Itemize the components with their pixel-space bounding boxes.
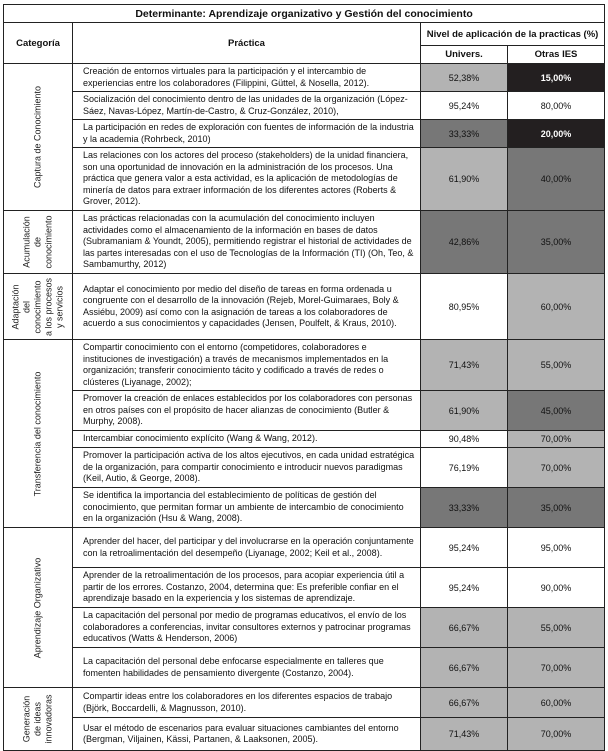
practice-cell: Usar el método de escenarios para evaluar situaciones cambiantes del entorno (Bergman, Viljainen, Kässi, Partanen, & Laaksonen, 2005). (73, 718, 421, 751)
practice-cell: Compartir ideas entre los colaboradores en los diferentes espacios de trabajo (Björk, Boccardelli, & Magnusson, 2010). (73, 688, 421, 718)
otras-value-cell: 70,00% (508, 718, 605, 751)
otras-value-cell: 70,00% (508, 448, 605, 488)
otras-value-cell: 80,00% (508, 92, 605, 120)
practice-cell: La capacitación del personal por medio de programas educativos, el envío de los colaboradores a conferencias, invitar consultores externos y patrocinar programas educativos (Watts & Henderson, 2006) (73, 608, 421, 648)
table-row (4, 211, 605, 274)
category-label-line: del (21, 300, 32, 313)
univ-value-cell: 33,33% (421, 120, 508, 148)
otras-value-cell: 95,00% (508, 528, 605, 568)
category-label (33, 86, 44, 188)
practice-cell: Socialización del conocimiento dentro de las unidades de la organización (López-Sáez, Navas-López, Martín-de-Castro, & Cruz-González, 2010), (73, 92, 421, 120)
univ-value-cell: 95,24% (421, 568, 508, 608)
otras-value-cell: 90,00% (508, 568, 605, 608)
univ-value-cell: 66,67% (421, 608, 508, 648)
category-label-line: Aprendizaje Organizativo (32, 557, 43, 658)
univ-value-cell: 76,19% (421, 448, 508, 488)
univ-value-cell: 61,90% (421, 391, 508, 431)
univ-value-cell: 33,33% (421, 488, 508, 528)
category-label (33, 371, 44, 496)
otras-value-cell: 55,00% (508, 608, 605, 648)
category-label (22, 694, 55, 743)
practice-cell: Se identifica la importancia del establecimiento de políticas de gestión del conocimiento, que permitan formar un ambiente de intercambio de conocimiento en la organización (Hsu & Wang, 2008). (73, 488, 421, 528)
category-label (33, 557, 44, 658)
otras-value-cell: 60,00% (508, 688, 605, 718)
category-label-line: Adaptación (10, 283, 21, 330)
table-row (4, 488, 605, 528)
practice-cell: La capacitación del personal debe enfocarse especialmente en talleres que fomenten habilidades de pensamiento divergente (Costanzo, 2004). (73, 648, 421, 688)
category-cell (4, 64, 73, 211)
practice-cell: Creación de entornos virtuales para la participación y el intercambio de experiencias entre los colaboradores (Filippini, Güttel, & Nosella, 2012). (73, 64, 421, 92)
univ-value-cell: 95,24% (421, 528, 508, 568)
univ-value-cell: 90,48% (421, 431, 508, 448)
table-row (4, 120, 605, 148)
category-label-line: conocimiento (32, 279, 43, 334)
practice-cell: Adaptar el conocimiento por medio del diseño de tareas en forma ordenada u congruente con el desarrollo de la innovación (Rejeb, Morel-Guimaraes, Boly & Assiébu, 2009) así como con la asignación de tareas a los colaboradores de acuerdo a sus conocimientos y capacidades (Jensen, Poulfelt, & Kraus, 2010). (73, 274, 421, 340)
practice-cell: Promover la creación de enlaces establecidos por los colaboradores con personas en otros países con el propósito de hacer alianzas de conocimiento (Butler & Murphy, 2008). (73, 391, 421, 431)
category-label-line: Captura de Conocimiento (32, 85, 43, 189)
otras-value-cell: 15,00% (508, 64, 605, 92)
univ-value-cell: 71,43% (421, 718, 508, 751)
otras-value-cell: 70,00% (508, 648, 605, 688)
category-label-line: Generación (21, 695, 32, 743)
otras-value-cell: 45,00% (508, 391, 605, 431)
univ-value-cell: 66,67% (421, 648, 508, 688)
practice-cell: Compartir conocimiento con el entorno (competidores, colaboradores e instituciones de investigación) a través de mecanismos implementados en la organización; transferir conocimiento tácito y codificado a través de redes o clústeres (Liyanage, 2002); (73, 340, 421, 391)
category-cell (4, 528, 73, 688)
table-row (4, 391, 605, 431)
table-row (4, 148, 605, 211)
univ-value-cell: 80,95% (421, 274, 508, 340)
otras-value-cell: 60,00% (508, 274, 605, 340)
category-cell (4, 274, 73, 340)
table-title: Determinante: Aprendizaje organizativo y Gestión del conocimiento (4, 5, 605, 23)
otras-value-cell: 35,00% (508, 211, 605, 274)
header-level: Nivel de aplicación de la practicas (%) (421, 23, 605, 46)
category-cell (4, 211, 73, 274)
univ-value-cell: 52,38% (421, 64, 508, 92)
practice-cell: Promover la participación activa de los altos ejecutivos, en cada unidad estratégica de la organización, para compartir conocimiento e introducir nuevos paradigmas (Keil, Autio, & George, 2008). (73, 448, 421, 488)
practices-table (3, 4, 605, 751)
table-row (4, 568, 605, 608)
otras-value-cell: 40,00% (508, 148, 605, 211)
otras-value-cell: 35,00% (508, 488, 605, 528)
table-body (4, 64, 605, 751)
header-otras: Otras IES (508, 46, 605, 64)
univ-value-cell: 61,90% (421, 148, 508, 211)
practice-cell: Las relaciones con los actores del proceso (stakeholders) de la unidad financiera, son una oportunidad de innovación en la administración de los procesos. Una práctica que genera valor a esta actividad, es la aplicación de metodologías de minería de datos para extraer información de los diferentes actores (Roberts & Grover, 2012). (73, 148, 421, 211)
category-label-line: Transferencia del conocimiento (32, 371, 43, 496)
table-row (4, 718, 605, 751)
title-row (4, 5, 605, 23)
univ-value-cell: 71,43% (421, 340, 508, 391)
category-label-line: innovadoras (43, 694, 54, 744)
univ-value-cell: 95,24% (421, 92, 508, 120)
header-category: Categoría (4, 23, 73, 64)
header-row-1 (4, 23, 605, 46)
category-label-line: de ideas (32, 701, 43, 737)
table-row (4, 448, 605, 488)
practice-cell: La participación en redes de exploración con fuentes de información de la industria y la academia (Rohrbeck, 2010) (73, 120, 421, 148)
table-row (4, 528, 605, 568)
table-row (4, 340, 605, 391)
practice-cell: Aprender de la retroalimentación de los procesos, para acopiar experiencia útil a partir de los errores. Costanzo, 2004, determina que: Es preferible confiar en el aprendizaje basado en la experiencia y los sistemas de aprendizaje. (73, 568, 421, 608)
header-practice: Práctica (73, 23, 421, 64)
table-row (4, 274, 605, 340)
practice-cell: Intercambiar conocimiento explícito (Wang & Wang, 2012). (73, 431, 421, 448)
otras-value-cell: 20,00% (508, 120, 605, 148)
category-label-line: de (32, 237, 43, 248)
univ-value-cell: 66,67% (421, 688, 508, 718)
category-label-line: y servicios (54, 285, 65, 328)
table-row (4, 431, 605, 448)
univ-value-cell: 42,86% (421, 211, 508, 274)
otras-value-cell: 55,00% (508, 340, 605, 391)
category-cell (4, 688, 73, 751)
category-label-line: conocimiento (43, 215, 54, 269)
otras-value-cell: 70,00% (508, 431, 605, 448)
practice-cell: Las prácticas relacionadas con la acumulación del conocimiento incluyen actividades como el almacenamiento de la información en bases de datos (Subramaniam & Youndt, 2005), permitiendo registrar el historial de actividades de las partes interesadas con el uso de Tecnologías de la Información (TI) (Oh, Teo, & Sambamurthy, 2012) (73, 211, 421, 274)
category-label-line: a los procesos (43, 277, 54, 336)
category-label (22, 215, 55, 268)
table-row (4, 64, 605, 92)
header-univ: Univers. (421, 46, 508, 64)
category-cell (4, 340, 73, 528)
category-label-line: Acumulación (21, 216, 32, 268)
practice-cell: Aprender del hacer, del participar y del involucrarse en la operación conjuntamente con la retroalimentación del desempeño (Liyanage, 2002; Keil et al., 2008). (73, 528, 421, 568)
table-row (4, 92, 605, 120)
table-row (4, 688, 605, 718)
category-label (11, 277, 66, 335)
table-row (4, 608, 605, 648)
table-row (4, 648, 605, 688)
